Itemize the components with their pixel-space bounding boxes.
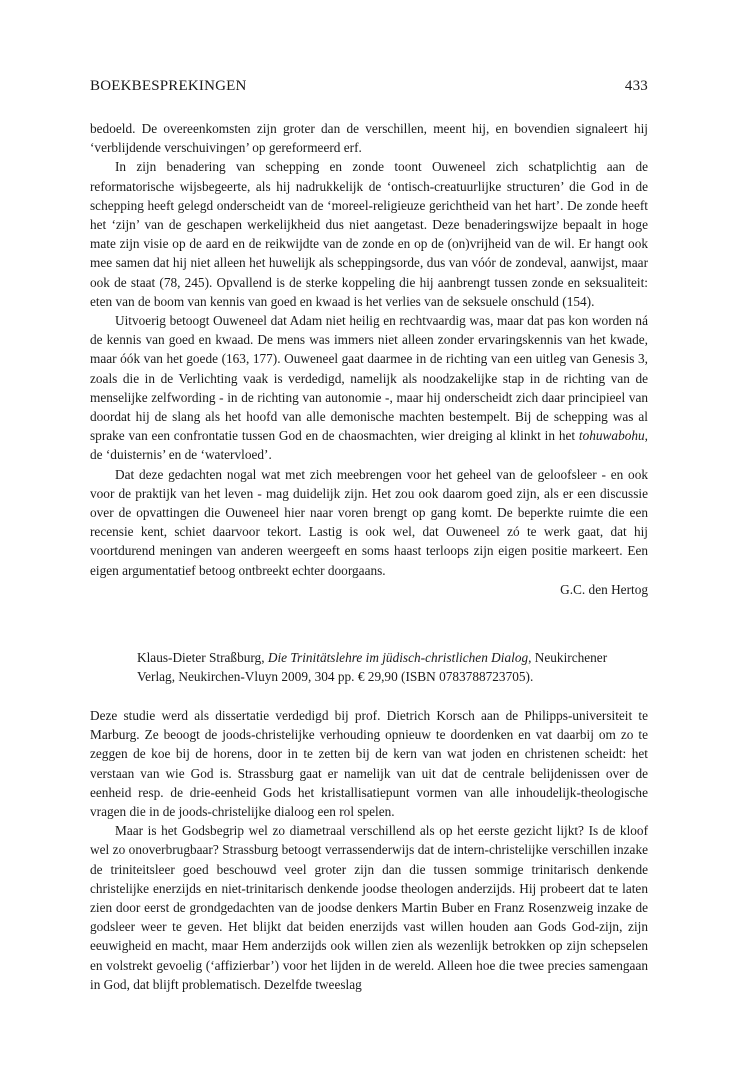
review-1: [90, 119, 648, 599]
paragraph: Maar is het Godsbegrip wel zo diametraal verschillend als op het eerste gezicht lijkt? Is de kloof wel zo onoverbrugbaar? Strassburg betoogt verrassenderwijs dat de intern-christelijke verschillen inzake de triniteitsleer goed beschouwd veel groter zijn dan die tussen sommige trinitarisch denkende christelijke enerzijds en niet-trinitarisch denkende joodse theologen anderzijds. Hij probeert dat te laten zien door eerst de grondgedachten van de joodse denkers Martin Buber en Franz Rosenzweig inzake de godsleer weer te geven. Het blijkt dat beiden enerzijds vast willen houden aan Gods God-zijn, zijn eeuwigheid en macht, maar Hem anderzijds ook willen zien als wezenlijk betrokken op zijn schepselen en volstrekt gevoelig (‘affizierbar’) voor het lijden in de wereld. Alleen hoe die twee precies samengaan in God, dat blijft problematisch. Dezelfde tweeslag: [90, 823, 648, 992]
paragraph: Dat deze gedachten nogal wat met zich meebrengen voor het geheel van de geloofsleer - en ook voor de praktijk van het leven - mag duidelijk zijn. Het zou ook daarom goed zijn, als er een discussie over de opvattingen die Ouweneel hier naar voren brengt op gang komt. De beperkte ruimte die een recensie kent, schiet daarvoor tekort. Lastig is ook wel, dat Ouweneel zó te werk gaat, dat hij voortdurend meningen van anderen weergeeft en soms haast terloops zijn eigen positie markeert. Een eigen argumentatief betoog ontbreekt echter doorgaans.: [90, 466, 648, 578]
text-run: , de ‘duisternis’ en de ‘watervloed’.: [90, 428, 648, 463]
paragraph: Deze studie werd als dissertatie verdedigd bij prof. Dietrich Korsch aan de Philipps-universiteit te Marburg. Ze beoogt de joods-christelijke verhouding opnieuw te doordenken en vat daarbij om zo te zeggen de koe bij de horens, door in te zetten bij de kern van wat joden en christenen scheidt: het verstaan van wie God is. Strassburg gaat er namelijk van uit dat de centrale belijdenissen over de eenheid resp. de drie-eenheid Gods het kristallisatiepunt vormen van alle inhoudelijk-theologische vragen die in de joods-christelijke dialoog een rol spelen.: [90, 708, 648, 820]
citation-title: Die Trinitätslehre im jüdisch-christlichen Dialog: [267, 650, 529, 665]
section-title: BOEKBESPREKINGEN: [90, 78, 247, 94]
citation-author: Klaus-Dieter Straßburg,: [137, 650, 268, 665]
paragraph: In zijn benadering van schepping en zonde toont Ouweneel zich schatplichtig aan de reformatorische wijsbegeerte, als hij nadrukkelijk de ‘ontisch-creatuurlijke structuren’ die God in de schepping heeft gelegd onderscheidt van de ‘moreel-religieuze gerichtheid van het hart’. De zonde heeft het ‘zijn’ van de geschapen werkelijkheid dus niet aangetast. Deze benaderingswijze bepaalt in hoge mate zijn visie op de aard en de reikwijdte van de zonde en op de (on)vrijheid van de wil. Er hangt ook mee samen dat hij niet alleen het huwelijk als scheppingsorde, dus van vóór de zondeval, aanwijst, maar ook de staat (78, 245). Opvallend is de sterke koppeling die hij aanbrengt tussen zonde en seksualiteit: eten van de boom van kennis van goed en kwaad is het verlies van de seksuele onschuld (154).: [90, 159, 648, 309]
italic-term: tohuwabohu: [578, 428, 645, 444]
reviewer-signature: G.C. den Hertog: [560, 581, 648, 597]
book-citation: [137, 648, 648, 686]
review-2: [90, 706, 648, 994]
paragraph: [90, 311, 648, 465]
citation-details: , Neukirchener Verlag, Neukirchen-Vluyn 2009, 304 pp. € 29,90 (ISBN 0783788723705).: [137, 650, 608, 685]
paragraph: bedoeld. De overeenkomsten zijn groter dan de verschillen, meent hij, en bovendien signaleert hij ‘verblijdende verschuivingen’ op gereformeerd erf.: [90, 121, 648, 156]
page-number: 433: [624, 78, 648, 94]
text-run: Uitvoerig betoogt Ouweneel dat Adam niet heilig en rechtvaardig was, maar dat pas kon worden ná de kennis van goed en kwaad. De mens was immers niet alleen zonder ervaringskennis van het kwade, maar óók van het goede (163, 177). Ouweneel gaat daarmee in de richting van een uitleg van Genesis 3, zoals die in de Verlichting vaak is verdedigd, namelijk als noodzakelijke stap in de richting van de menselijke zelfwording - in de richting van autonomie -, maar hij onderscheidt zich daar principieel van doordat hij de slang als het hoofd van alle demonische machten bestempelt. Bij de schepping was al sprake van een confrontatie tussen God en de chaosmachten, wier dreiging al klinkt in het: [90, 313, 648, 444]
running-header: [90, 78, 648, 98]
